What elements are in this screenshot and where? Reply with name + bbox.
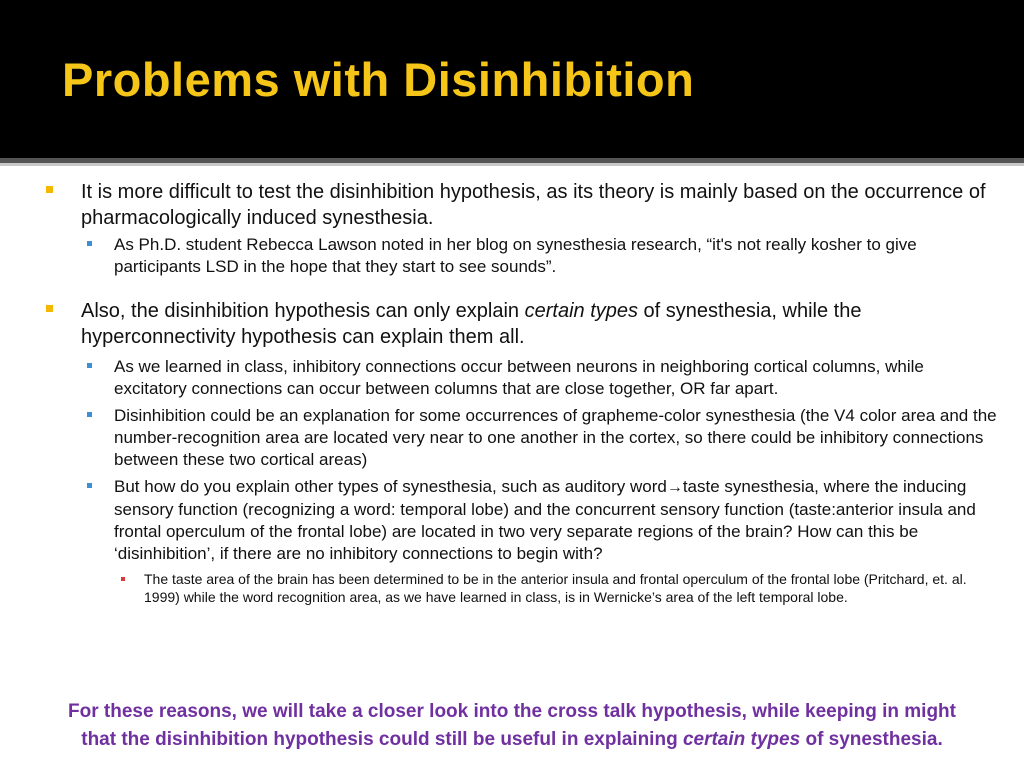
conclusion-text-end: of synesthesia. [800,729,943,750]
bullet-level1 [40,298,1000,350]
bullet-level2 [40,405,1000,471]
square-bullet-icon [121,577,125,581]
bullet-text: The taste area of the brain has been determined to be in the anterior insula and frontal operculum of the frontal lobe (Pritchard, et. al. 1999) while the word recognition area, as we have learned in class, is in Wernicke’s area of the left temporal lobe. [144,571,967,605]
conclusion-text-emphasis: certain types [682,729,801,750]
slide-content [0,166,1024,768]
bullet-text: It is more difficult to test the disinhibition hypothesis, as its theory is mainly based on the occurrence of pharmacologically induced synesthesia. [81,181,986,229]
bullet-text: As we learned in class, inhibitory connections occur between neurons in neighboring cortical columns, while excitatory connections can occur between columns that are close together, OR far apart. [114,357,924,398]
slide-title: Problems with Disinhibition [62,53,695,106]
conclusion-line2 [0,726,1024,754]
square-bullet-icon [87,363,92,368]
bullet-level1 [40,179,1000,231]
bullet-text-start: But how do you explain other types of synesthesia, such as auditory word [114,477,667,496]
bullet-text-end: taste synesthesia, where the inducing sensory function (recognizing a word: temporal lobe) and the concurrent sensory function (taste:anterior insula and frontal operculum of the frontal lobe) are located in two very separate regions of the brain? How can this be ‘disinhibition’, if there are no inhibitory connections to begin with? [114,477,976,563]
conclusion-text [0,698,1024,754]
bullet-text-emphasis: certain types [524,300,638,322]
square-bullet-icon [46,305,53,312]
bullet-level2 [40,234,1000,278]
bullet-text: As Ph.D. student Rebecca Lawson noted in her blog on synesthesia research, “it's not really kosher to give participants LSD in the hope that they start to see sounds”. [114,235,917,276]
bullet-text: Disinhibition could be an explanation for some occurrences of grapheme-color synesthesia (the V4 color area and the number-recognition area are located very near to one another in the cortex, so there could be inhibitory connections between these two cortical areas) [114,406,997,469]
bullet-list [40,179,1000,606]
conclusion-line1: For these reasons, we will take a closer look into the cross talk hypothesis, while keeping in might [68,701,956,722]
bullet-level2 [40,476,1000,565]
right-arrow-icon: → [666,479,683,496]
square-bullet-icon [87,241,92,246]
bullet-text-start: Also, the disinhibition hypothesis can only explain [81,300,525,322]
bullet-text-end: of synesthesia, while the hyperconnectivity hypothesis can explain them all. [81,300,862,348]
conclusion-text-start: that the disinhibition hypothesis could still be useful in explaining [81,729,683,750]
square-bullet-icon [46,186,53,193]
square-bullet-icon [87,412,92,417]
bullet-level2 [40,356,1000,400]
bullet-level3 [40,570,1000,606]
square-bullet-icon [87,483,92,488]
